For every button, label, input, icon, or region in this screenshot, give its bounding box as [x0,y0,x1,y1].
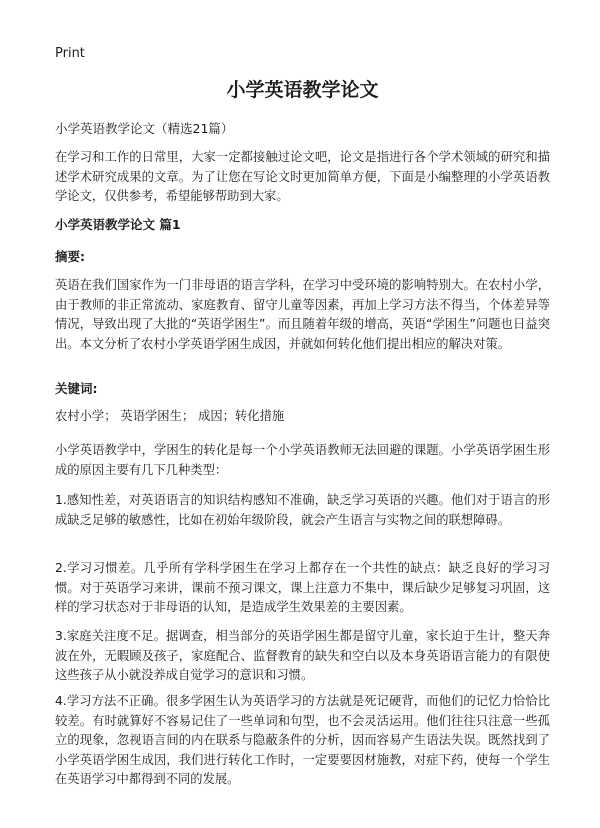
keywords-heading: 关键词: [55,381,98,396]
abstract-paragraph: 英语在我们国家作为一门非母语的语言学科，在学习中受环境的影响特别大。在农村小学，由于教师的非正常流动、家庭教育、留守儿童等因素，再加上学习方法不得当，个体差异等情况，导致出现了大批的“英语学困生”。而且随着年级的增高，英语“学困生”问题也日益突出。本文分析了农村小学英语学困生成因，并就如何转化他们提出相应的解决对策。 [55,278,550,351]
intro-body-paragraph: 小学英语教学中，学困生的转化是每一个小学英语教师无法回避的课题。小学英语学困生形成的原因主要有几下几种类型： [55,443,550,477]
document-subtitle: 小学英语教学论文（精选21篇） [55,121,234,136]
keywords-text: 农村小学； 英语学困生； 成因；转化措施 [55,409,285,423]
point-4-paragraph: 4.学习方法不正确。很多学困生认为英语学习的方法就是死记硬背，而他们的记忆力恰恰比较差。有时就算好不容易记住了一些单词和句型，也不会灵活运用。他们往往只注意一些孤立的现象，忽视语言间的内在联系与隐蔽条件的分析，因而容易产生语法失误。既然找到了小学英语学困生成因，我们进行转化工作时，一定要要因材施教，对症下药，使每一个学生在英语学习中都得到不同的发展。 [55,694,550,786]
abstract-heading: 摘要: [55,249,85,264]
point-3-paragraph: 3.家庭关注度不足。据调查，相当部分的英语学困生都是留守儿童，家长迫于生计，整天奔波在外，无暇顾及孩子，家庭配合、监督教育的缺失和空白以及本身英语语言能力的有限使这些孩子从小就没养成自觉学习的意识和习惯。 [55,629,550,682]
section-title: 小学英语教学论文 篇1 [55,217,181,232]
intro-paragraph: 在学习和工作的日常里，大家一定都接触过论文吧，论文是指进行各个学术领域的研究和描述学术研究成果的文章。为了让您在写论文时更加简单方便，下面是小编整理的小学英语教学论文，仅供参考，希望能够帮助到大家。 [55,150,550,203]
page-title: 小学英语教学论文 [226,79,379,101]
point-1-paragraph: 1.感知性差，对英语语言的知识结构感知不准确，缺乏学习英语的兴趣。他们对于语言的形成缺乏足够的敏感性，比如在初始年级阶段，就会产生语言与实物之间的联想障碍。 [55,493,550,527]
point-2-paragraph: 2.学习习惯差。几乎所有学科学困生在学习上都存在一个共性的缺点：缺乏良好的学习习惯。对于英语学习来讲，课前不预习课文，课上注意力不集中，课后缺少足够复习巩固，这样的学习状态对于非母语的认知，是造成学生效果差的主要因素。 [55,561,550,614]
print-link[interactable]: Print [55,46,85,61]
